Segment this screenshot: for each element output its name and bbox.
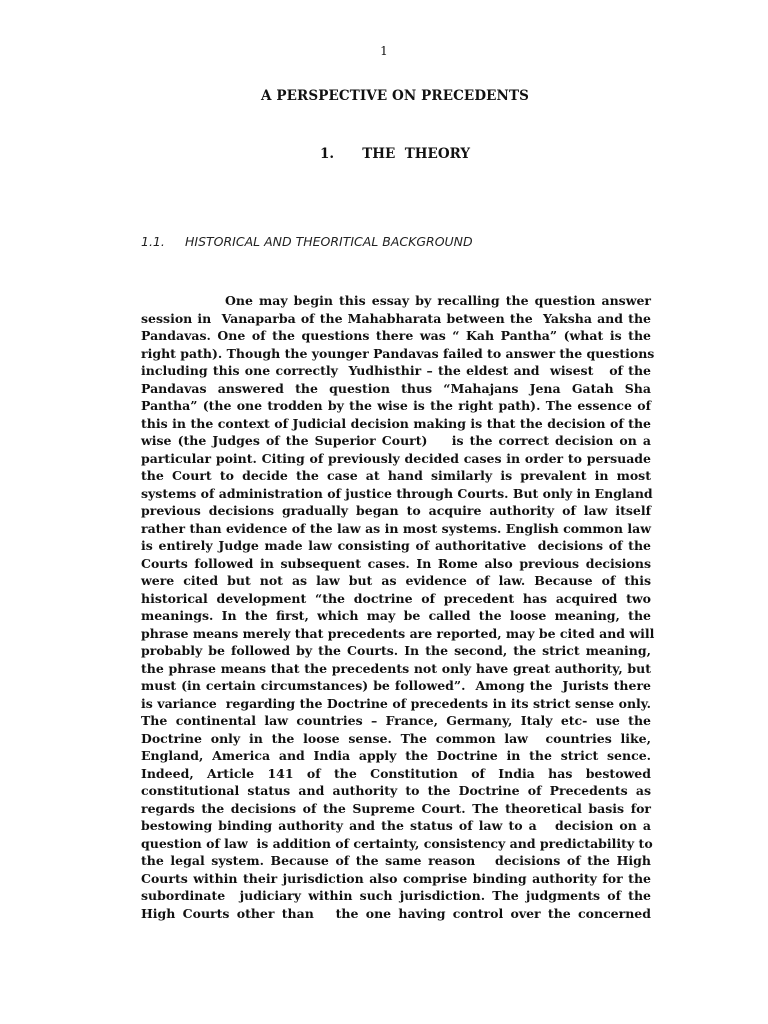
paragraph-line: wise (the Judges of the Superior Court) is the correct decision on a bbox=[141, 433, 651, 448]
paragraph-line: must (in certain circumstances) be followed”. Among the Jurists there bbox=[141, 678, 651, 693]
paragraph-line: The continental law countries – France, Germany, Italy etc- use the bbox=[141, 713, 651, 728]
paragraph-line: Courts followed in subsequent cases. In Rome also previous decisions bbox=[141, 555, 651, 571]
paragraph-line: Doctrine only in the loose sense. The common law countries like, bbox=[141, 730, 651, 746]
paragraph-line: constitutional status and authority to the Doctrine of Precedents as bbox=[141, 783, 651, 798]
paragraph-line: subordinate judiciary within such jurisdiction. The judgments of the bbox=[141, 888, 651, 903]
page-number: 1 bbox=[380, 44, 388, 58]
paragraph-line: Pandavas. One of the questions there was “ Kah Pantha” (what is the bbox=[141, 328, 651, 343]
paragraph-line: One may begin this essay by recalling the question answer bbox=[225, 293, 651, 308]
chapter-heading bbox=[0, 146, 768, 162]
paragraph-line: the Court to decide the case at hand similarly is prevalent in most bbox=[141, 468, 651, 483]
paragraph-line: regards the decisions of the Supreme Court. The theoretical basis for bbox=[141, 800, 651, 816]
paragraph-line: is variance regarding the Doctrine of precedents in its strict sense only. bbox=[141, 695, 651, 711]
body-paragraph bbox=[141, 292, 655, 922]
paragraph-line: Courts within their jurisdiction also comprise binding authority for the bbox=[141, 870, 651, 886]
paragraph-line: this in the context of Judicial decision making is that the decision of the bbox=[141, 415, 651, 431]
paragraph-line: probably be followed by the Courts. In the second, the strict meaning, bbox=[141, 643, 651, 658]
paragraph-line: question of law is addition of certainty, consistency and predictability to bbox=[141, 835, 653, 851]
paragraph-line: Pantha” (the one trodden by the wise is the right path). The essence of bbox=[141, 398, 651, 413]
paragraph-line: including this one correctly Yudhisthir – the eldest and wisest of the bbox=[141, 363, 651, 378]
paragraph-line: particular point. Citing of previously decided cases in order to persuade bbox=[141, 450, 651, 466]
paragraph-line: Pandavas answered the question thus “Mahajans Jena Gatah Sha bbox=[141, 380, 651, 396]
paragraph-line: meanings. In the first, which may be called the loose meaning, the bbox=[141, 608, 651, 623]
section-number: 1.1. bbox=[141, 234, 165, 249]
document-title: A PERSPECTIVE ON PRECEDENTS bbox=[261, 88, 529, 104]
paragraph-line: High Courts other than the one having control over the concerned bbox=[141, 905, 651, 921]
paragraph-line: England, America and India apply the Doctrine in the strict sence. bbox=[141, 748, 651, 763]
section-heading bbox=[141, 234, 473, 249]
paragraph-line: the legal system. Because of the same reason decisions of the High bbox=[141, 853, 651, 868]
paragraph-line: systems of administration of justice through Courts. But only in England bbox=[141, 485, 653, 501]
paragraph-line: previous decisions gradually began to acquire authority of law itself bbox=[141, 503, 651, 518]
paragraph-line: phrase means merely that precedents are reported, may be cited and will bbox=[141, 625, 655, 641]
paragraph-line: the phrase means that the precedents not only have great authority, but bbox=[141, 660, 651, 676]
paragraph-line: session in Vanaparba of the Mahabharata between the Yaksha and the bbox=[141, 310, 651, 326]
paragraph-line: historical development “the doctrine of precedent has acquired two bbox=[141, 590, 651, 606]
chapter-number: 1. bbox=[319, 146, 335, 162]
paragraph-line: rather than evidence of the law as in most systems. English common law bbox=[141, 520, 651, 536]
paragraph-line: bestowing binding authority and the status of law to a decision on a bbox=[141, 818, 651, 833]
paragraph-line: right path). Though the younger Pandavas failed to answer the questions bbox=[141, 345, 655, 361]
paragraph-line: is entirely Judge made law consisting of authoritative decisions of the bbox=[141, 538, 651, 553]
paragraph-line: were cited but not as law but as evidence of law. Because of this bbox=[141, 573, 651, 588]
chapter-title: THE THEORY bbox=[362, 146, 471, 162]
paragraph-line: Indeed, Article 141 of the Constitution of India has bestowed bbox=[141, 765, 651, 781]
section-title: HISTORICAL AND THEORITICAL BACKGROUND bbox=[185, 234, 473, 249]
